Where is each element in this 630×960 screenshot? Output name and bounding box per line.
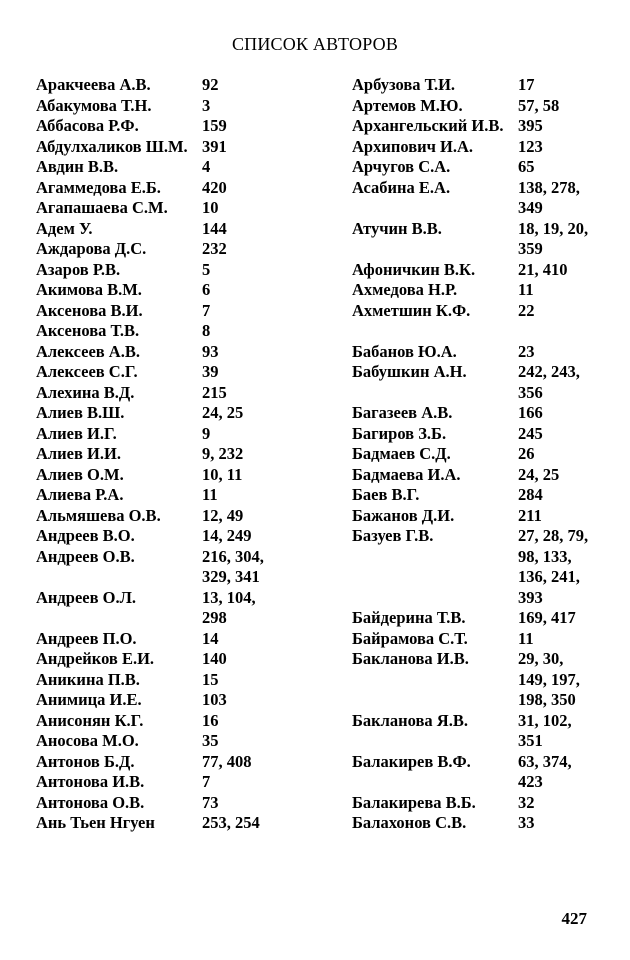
author-entry — [352, 711, 618, 752]
author-entry — [36, 321, 312, 342]
author-entry — [36, 485, 312, 506]
author-name: Алиев И.И. — [36, 444, 121, 463]
author-name: Бадмаев С.Д. — [352, 444, 451, 463]
author-entry — [36, 362, 312, 383]
author-entry — [352, 813, 618, 834]
author-name: Аносова М.О. — [36, 731, 139, 750]
author-name: Бабанов Ю.А. — [352, 341, 457, 361]
author-name: Алиев И.Г. — [36, 423, 117, 443]
author-pages: 11 — [202, 485, 218, 504]
author-pages: 5 — [202, 259, 211, 279]
author-pages: 10, 11 — [202, 464, 243, 484]
author-entry — [352, 424, 618, 445]
author-list-left-column — [36, 75, 312, 834]
author-pages: 57, 58 — [518, 95, 560, 115]
author-name: Баев В.Г. — [352, 485, 420, 504]
author-entry — [36, 506, 312, 527]
author-pages: 6 — [202, 280, 211, 299]
section-gap — [352, 321, 618, 342]
author-pages: 35 — [202, 731, 219, 750]
author-pages: 32 — [518, 792, 535, 812]
author-entry — [352, 444, 618, 465]
author-name: Архангельский И.В. — [352, 116, 504, 135]
author-pages: 9 — [202, 423, 211, 443]
page-number: 427 — [561, 909, 587, 928]
author-entry — [36, 649, 312, 670]
author-entry — [36, 731, 312, 752]
author-entry — [36, 670, 312, 691]
author-pages: 8 — [202, 321, 211, 340]
author-pages: 17 — [518, 75, 535, 94]
author-entry — [36, 444, 312, 465]
author-entry — [352, 116, 618, 137]
author-name: Алексеев А.В. — [36, 341, 140, 361]
author-name: Бакланова И.В. — [352, 649, 469, 668]
author-pages: 11 — [518, 628, 534, 648]
author-entry — [352, 96, 618, 117]
author-pages: 169, 417 — [518, 608, 576, 627]
author-entry — [36, 752, 312, 773]
author-name: Багазеев А.В. — [352, 403, 453, 422]
author-pages: 92 — [202, 75, 219, 94]
author-entry — [352, 608, 618, 629]
author-pages: 140 — [202, 649, 227, 668]
author-pages: 33 — [518, 813, 535, 832]
author-pages: 14, 249 — [202, 526, 252, 545]
author-name: Антонова И.В. — [36, 772, 145, 791]
author-name: Азаров Р.В. — [36, 259, 121, 279]
author-pages: 10 — [202, 198, 219, 217]
author-name: Альмяшева О.В. — [36, 505, 161, 525]
author-pages: 7 — [202, 772, 211, 791]
author-pages: 15 — [202, 669, 219, 689]
author-name: Алехина В.Д. — [36, 382, 135, 402]
author-pages: 39 — [202, 362, 219, 381]
author-name: Атучин В.В. — [352, 218, 442, 238]
author-entry — [352, 280, 618, 301]
author-name: Арбузова Т.И. — [352, 75, 456, 94]
author-pages: 77, 408 — [202, 751, 252, 771]
author-name: Байдерина Т.В. — [352, 608, 466, 627]
author-pages: 242, 243, 356 — [518, 362, 580, 402]
author-name: Арчугов С.А. — [352, 157, 451, 176]
author-entry — [36, 526, 312, 547]
author-pages: 16 — [202, 710, 219, 730]
author-pages: 4 — [202, 157, 211, 176]
author-pages: 12, 49 — [202, 505, 244, 525]
author-entry — [36, 813, 312, 834]
author-pages: 232 — [202, 239, 227, 258]
author-entry — [36, 260, 312, 281]
author-entry — [352, 526, 618, 608]
author-entry — [352, 342, 618, 363]
author-name: Акимова В.М. — [36, 280, 142, 299]
author-name: Андрейков Е.И. — [36, 649, 155, 668]
author-pages: 123 — [518, 136, 543, 156]
author-entry — [36, 157, 312, 178]
author-name: Алексеев С.Г. — [36, 362, 138, 381]
author-name: Бажанов Д.И. — [352, 505, 455, 525]
author-entry — [36, 793, 312, 814]
author-entry — [352, 362, 618, 403]
author-entry — [352, 260, 618, 281]
author-entry — [352, 137, 618, 158]
author-pages: 420 — [202, 177, 227, 197]
author-name: Алиев В.Ш. — [36, 403, 125, 422]
author-name: Багиров З.Б. — [352, 423, 447, 443]
author-name: Агапашаева С.М. — [36, 198, 168, 217]
author-name: Артемов М.Ю. — [352, 95, 463, 115]
author-pages: 21, 410 — [518, 259, 568, 279]
author-pages: 13, 104, 298 — [202, 587, 256, 627]
author-pages: 65 — [518, 157, 535, 176]
author-entry — [36, 403, 312, 424]
author-pages: 253, 254 — [202, 813, 260, 832]
author-pages: 245 — [518, 423, 543, 443]
author-name: Андреев О.Л. — [36, 587, 137, 607]
author-pages: 159 — [202, 116, 227, 135]
author-entry — [352, 178, 618, 219]
author-pages: 93 — [202, 341, 219, 361]
author-pages: 63, 374, 423 — [518, 751, 572, 791]
author-pages: 14 — [202, 628, 219, 648]
author-entry — [352, 301, 618, 322]
author-name: Балахонов С.В. — [352, 813, 467, 832]
author-name: Антонова О.В. — [36, 792, 145, 812]
author-entry — [352, 157, 618, 178]
author-pages: 31, 102, 351 — [518, 710, 572, 750]
author-entry — [36, 629, 312, 650]
author-name: Бакланова Я.В. — [352, 710, 468, 730]
author-entry — [36, 219, 312, 240]
author-entry — [36, 96, 312, 117]
author-name: Андреев О.В. — [36, 546, 135, 566]
author-name: Бабушкин А.Н. — [352, 362, 467, 381]
author-entry — [36, 690, 312, 711]
author-entry — [36, 711, 312, 732]
page-title: СПИСОК АВТОРОВ — [231, 34, 399, 54]
author-pages: 284 — [518, 485, 543, 504]
author-pages: 26 — [518, 444, 535, 463]
author-name: Ань Тьен Нгуен — [36, 813, 155, 832]
author-entry — [352, 752, 618, 793]
author-entry — [36, 547, 312, 588]
author-name: Алиева Р.А. — [36, 485, 124, 504]
author-name: Анимица И.Е. — [36, 690, 142, 709]
author-entry — [352, 219, 618, 260]
author-name: Адем У. — [36, 218, 93, 238]
author-entry — [352, 649, 618, 711]
author-name: Авдин В.В. — [36, 157, 119, 176]
author-entry — [352, 403, 618, 424]
author-pages: 395 — [518, 116, 543, 135]
author-entry — [36, 383, 312, 404]
author-entry — [36, 116, 312, 137]
author-pages: 24, 25 — [202, 403, 244, 422]
author-name: Базуев Г.В. — [352, 526, 434, 545]
author-name: Балакирев В.Ф. — [352, 751, 471, 771]
author-pages: 24, 25 — [518, 464, 560, 484]
author-entry — [36, 75, 312, 96]
author-name: Аксенова Т.В. — [36, 321, 140, 340]
author-pages: 216, 304, 329, 341 — [202, 546, 264, 586]
author-pages: 27, 28, 79, 98, 133, 136, 241, 393 — [518, 526, 589, 607]
author-entry — [352, 793, 618, 814]
author-name: Архипович И.А. — [352, 136, 474, 156]
author-name: Аббасова Р.Ф. — [36, 116, 139, 135]
author-pages: 22 — [518, 300, 535, 320]
author-entry — [36, 280, 312, 301]
author-name: Андреев П.О. — [36, 628, 137, 648]
author-name: Абакумова Т.Н. — [36, 95, 152, 115]
author-pages: 103 — [202, 690, 227, 709]
author-entry — [36, 772, 312, 793]
author-pages: 7 — [202, 300, 211, 320]
author-entry — [352, 629, 618, 650]
author-entry — [36, 239, 312, 260]
author-name: Абдулхаликов Ш.М. — [36, 136, 188, 156]
author-name: Балакирева В.Б. — [352, 792, 476, 812]
author-entry — [36, 342, 312, 363]
author-name: Бадмаева И.А. — [352, 464, 461, 484]
author-pages: 9, 232 — [202, 444, 244, 463]
author-entry — [36, 137, 312, 158]
author-pages: 211 — [518, 505, 542, 525]
author-entry — [36, 301, 312, 322]
author-entry — [352, 485, 618, 506]
author-entry — [36, 198, 312, 219]
author-pages: 18, 19, 20, 359 — [518, 218, 589, 258]
author-name: Аникина П.В. — [36, 669, 140, 689]
author-name: Ахметшин К.Ф. — [352, 300, 471, 320]
author-entry — [36, 588, 312, 629]
author-list-right-column — [352, 75, 618, 834]
author-name: Байрамова С.Т. — [352, 628, 468, 648]
author-pages: 215 — [202, 382, 227, 402]
author-pages: 73 — [202, 792, 219, 812]
author-pages: 11 — [518, 280, 534, 299]
author-name: Агаммедова Е.Б. — [36, 177, 161, 197]
author-entry — [352, 465, 618, 486]
author-entry — [352, 75, 618, 96]
author-name: Анисонян К.Г. — [36, 710, 144, 730]
author-pages: 138, 278, 349 — [518, 177, 580, 217]
author-pages: 29, 30, 149, 197, 198, 350 — [518, 649, 580, 709]
author-name: Аждарова Д.С. — [36, 239, 147, 258]
author-name: Андреев В.О. — [36, 526, 135, 545]
author-name: Алиев О.М. — [36, 464, 124, 484]
author-entry — [352, 506, 618, 527]
author-name: Асабина Е.А. — [352, 177, 451, 197]
author-entry — [36, 424, 312, 445]
author-name: Аракчеева А.В. — [36, 75, 151, 94]
author-name: Аксенова В.И. — [36, 300, 143, 320]
author-name: Афоничкин В.К. — [352, 259, 476, 279]
author-pages: 23 — [518, 341, 535, 361]
author-pages: 3 — [202, 95, 211, 115]
author-name: Ахмедова Н.Р. — [352, 280, 458, 299]
author-entry — [36, 178, 312, 199]
author-name: Антонов Б.Д. — [36, 751, 135, 771]
author-entry — [36, 465, 312, 486]
author-pages: 166 — [518, 403, 543, 422]
author-pages: 391 — [202, 136, 227, 156]
author-pages: 144 — [202, 218, 227, 238]
